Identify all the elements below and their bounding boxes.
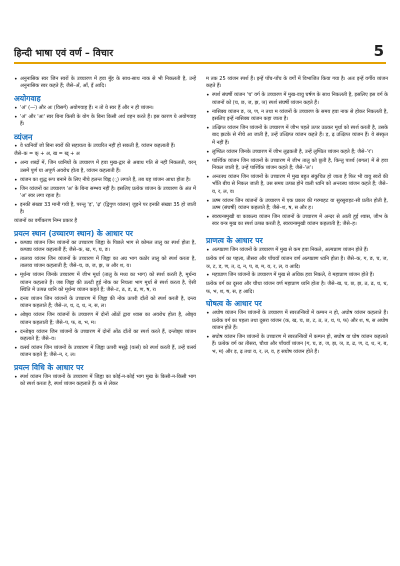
bullet-ayogvah-2: • 'अं' और 'अः' स्वर बिना किसी के योग के बिना किसी अर्थ वहन करते हैं। इस कारण ये अयोगवाह हैं। xyxy=(14,114,196,129)
page-number: 5 xyxy=(373,42,384,60)
bullet-murdhanya: • मूर्धन्य व्यंजन जिनके उच्चारण में जीभ मूर्धा (तालु के मध्य का भाग) को स्पर्श करती है, मूर्धन्य व्यंजन कहलाते हैं। जब जिह्वा की उलटी हुई नोक का निचला भाग मूर्धा से स्पर्श करता है, ऐसी स्थिति में उत्पन्न ध्वनि को मूर्धन्य व्यंजन कहते हैं; जैसे–ट, ठ, ड, ढ, ण, ष, र। xyxy=(14,272,196,294)
bullet-oshthya: • ओष्ठ्य व्यंजन जिन व्यंजनों के उच्चारण में दोनों ओंठों द्वारा श्वास का अवरोध होता है, ओष्ठ्य व्यंजन कहलाती हैं; जैसे–प, फ, ब, भ, म। xyxy=(14,312,196,327)
vyanjan-classification-note: व्यंजनों का वर्गीकरण निम्न प्रकार है xyxy=(14,218,78,225)
bullet-sparsh-sangharshi: • स्पर्श संघर्षी व्यंजन 'च' वर्ग के उच्चारण में मुख-वायु घर्षण के साथ निकलती है, इसलिए इस वर्ग के व्यंजनों को (च, छ, ज, झ, ञ) स्पर्श संघर्षी व्यंजन कहते हैं। xyxy=(206,92,388,107)
bullet-sparsh: • स्पर्श व्यंजन जिन व्यंजनों के उच्चारण में जिह्वा का कोई-न-कोई भाग मुख के किसी-न-किसी भाग को स्पर्श करता है, स्पर्श व्यंजन कहलाते हैं। क से लेकर xyxy=(14,374,196,389)
bullet-dantoshthya: • दन्तोष्ठ्य व्यंजन जिन व्यंजनों के उच्चारण में दोनों ओंठ दाँतों का स्पर्श करते हैं, दन्तोष्ठ्य व्यंजन कहलाते हैं; जैसे–व। xyxy=(14,329,196,344)
heading-ayogvah: अयोगवाह xyxy=(14,93,41,103)
alpapran-detail: प्रत्येक वर्ग का पहला, तीसरा और पाँचवाँ व्यंजन वर्ण अल्पप्राण ध्वनि होता है। जैसे–क, ग, ङ, च, ज, ञ, ट, ड, ण, त, द, न, प, ब, म, य, र, ल, व आदि। xyxy=(206,256,388,270)
bullet-saghosh: • सघोष व्यंजन जिन व्यंजनों के उच्चारण में स्वरतन्त्रियों में कम्पन हो, सघोष या घोष व्यंजन कहलाते हैं। प्रत्येक वर्ग का तीसरा, चौथा और पाँचवाँ व्यंजन (ग, घ, ङ, ज, झ, ञ, ड, ढ, ण, द, ध, न, ब, भ, म) और ड़, ढ़ तथा य, र, ल, व, ह सघोष व्यंजन होते हैं। xyxy=(206,334,388,356)
heading-vidhi: प्रयत्न विधि के आधार पर xyxy=(14,362,84,372)
spacer xyxy=(206,230,388,233)
page-header xyxy=(14,44,386,66)
bullet-mahapran: • महाप्राण जिन व्यंजनों के उच्चारण में मुख से अधिक हवा निकले, वे महाप्राण व्यंजन होते हैं। xyxy=(206,272,388,279)
bullet-alpapran: • अल्पप्राण जिन व्यंजनों के उच्चारण में मुख से कम हवा निकले, अल्पप्राण व्यंजन होते हैं। xyxy=(206,247,388,254)
bullet-talavya: • तालव्य व्यंजन जिन व्यंजनों के उच्चारण में जिह्वा का अग्र भाग कठोर तालु को स्पर्श करता है, तालव्य व्यंजन कहलाती हैं; जैसे–च, छ, ज, झ, ञ और श, य। xyxy=(14,256,196,271)
header-rule xyxy=(14,62,386,64)
bullet-aghosh: • अघोष व्यंजन जिन व्यंजनों के उच्चारण में स्वरतन्त्रियों में कम्पन न हो, अघोष व्यंजन कहलाते हैं। प्रत्येक वर्ग का पहला तथा दूसरा व्यंजन (क, ख, च, छ, ट, ठ, त, थ, प, फ) और श, ष, स अघोष व्यंजन होते हैं। xyxy=(206,310,388,332)
heading-sthan: प्रयत्न स्थान (उच्चारण स्थान) के आधार पर xyxy=(14,228,133,238)
bullet-antahsth: • अन्तःस्थ व्यंजन जिन व्यंजनों के उच्चारण में मुख बहुत संकुचित हो जाता है फिर भी वायु स्वरों की भाँति बीच से निकल जाती है, उस समय उत्पन्न होने वाली ध्वनि को अन्तःस्थ व्यंजन कहते हैं; जैसे–य, र, ल, व। xyxy=(206,174,388,196)
bullet-vyanjan-2: • अन्य शब्दों में, जिन ध्वनियों के उच्चारण में हवा मुख-द्वार से अबाध गति से नहीं निकलती, वरन् उसमें पूर्ण या अपूर्ण अवरोध होता है, व्यंजन कहलाती हैं। xyxy=(14,160,196,175)
continued-paragraph: म तक 25 व्यंजन स्पर्श हैं। इन्हें पाँच-पाँच के वर्गों में विभाजित किया गया है। अतः इन्हें वर्गीय व्यंजन कहते हैं। xyxy=(206,76,388,90)
mahapran-detail: प्रत्येक वर्ग का दूसरा और चौथा व्यंजन वर्ण महाप्राण ध्वनि होता है। जैसे–ख, घ, छ, झ, ठ, ढ, थ, ध, फ, भ, श, ष, स, ह आदि। xyxy=(206,281,388,295)
bullet-anunasik: • अनुनासिक स्वर जिन स्वरों के उच्चारण में हवा मुँह के साथ-साथ नाक से भी निकलती है, उन्हें अनुनासिक स्वर कहते हैं; जैसे–अँ, आँ, इँ आदि। xyxy=(14,76,196,91)
bullet-nasikya: • नासिक्य व्यंजन ङ, ञ, ण, न तथा म व्यंजनों के उच्चारण के समय हवा नाक से होकर निकलती है, इसलिए इन्हें नासिक्य व्यंजन कहा जाता है। xyxy=(206,109,388,124)
left-column xyxy=(14,76,196,390)
bullet-vyanjan-4: • जिन व्यंजनों का उच्चारण 'अ' के बिना सम्भव नहीं है। इसलिए प्रत्येक व्यंजन के उच्चारण के अंत में 'अ' स्वर लगा रहता है। xyxy=(14,186,196,201)
bullet-ayogvah-1: • 'अं' (—ं) और अः (विसर्ग) अयोगवाह हैं। न तो ये स्वर हैं और न ही व्यंजन। xyxy=(14,105,196,112)
bullet-swaryantramukhi: • स्वरयन्त्रमुखी या काकल्य व्यंजन जिन व्यंजनों के उच्चारण में अन्दर से आती हुई श्वास, जीभ के स्वर यन्त्र मुख का स्पर्श उत्पन्न करती है, स्वरयन्त्रमुखी व्यंजन कहलाती है; जैसे–ह। xyxy=(206,214,388,229)
heading-vyanjan: व्यंजन xyxy=(14,131,33,142)
bullet-utkshipt: • उत्क्षिप्त व्यंजन जिन व्यंजनों के उच्चारण में जीभ पहले ऊपर उठकर मूर्धा को स्पर्श करती है, उसके बाद झटके से नीचे आ जाती है, उन्हें उत्क्षिप्त व्यंजन कहते हैं। ड़, ढ़ उत्क्षिप्त व्यंजन हैं। ये संस्कृत में नहीं हैं। xyxy=(206,125,388,147)
right-column xyxy=(206,76,388,358)
chapter-title: हिन्दी भाषा एवं वर्ण – विचार xyxy=(14,48,114,59)
heading-ghosh: घोषत्व के आधार पर xyxy=(206,299,262,309)
bullet-lunthit: • लुण्ठित व्यंजन जिनके उच्चारण में जीभ लुढ़कती है, उन्हें लुण्ठित व्यंजन कहते हैं; जैसे–'र'। xyxy=(206,149,388,156)
heading-pran: प्राणत्व के आधार पर xyxy=(206,236,263,246)
bullet-kanthya: • कण्ठ्य व्यंजन जिन व्यंजनों का उच्चारण जिह्वा के पिछले भाग से कोमल तालु का स्पर्श होता है, कण्ठ्य व्यंजन कहलाती हैं; जैसे–क, ख, ग, घ, ङ। xyxy=(14,240,196,255)
bullet-vyanjan-3: • व्यंजन का शुद्ध रूप बनाने के लिए नीचे हलन्त चिह्न (्) लगाते हैं, तब यह व्यंजन आधा होता है। xyxy=(14,177,196,184)
bullet-vartsya: • वर्त्स्य व्यंजन जिन व्यंजनों के उच्चारण में जिह्वा ऊपरी मसूढ़े (वर्त्स) को स्पर्श करती हैं, उन्हें वर्त्स्य व्यंजन कहते हैं; जैसे–न, र, ल। xyxy=(14,345,196,360)
bullet-dantya: • दन्त्य व्यंजन जिन व्यंजनों के उच्चारण में जिह्वा की नोक ऊपरी दाँतों को स्पर्श करती है, दन्त्य व्यंजन कहलाते हैं; जैसे–त, थ, द, ध, न, स, ल। xyxy=(14,296,196,311)
bullet-vyanjan-5: • इनकी संख्या 33 मानी गयी है, परन्तु 'ड़', 'ढ़' (द्विगुण व्यंजन) जुड़ने पर इनकी संख्या 35 हो जाती है। xyxy=(14,202,196,217)
bullet-ushm: • ऊष्म व्यंजन जिन व्यंजनों के उच्चारण में एक प्रकार की गरमाहट या सुरसुराहट-सी प्रतीत होती है, ऊष्म (संघर्षी) व्यंजन कहलाते हैं; जैसे–श, ष, स और ह। xyxy=(206,198,388,213)
bullet-parshvik: • पार्श्विक व्यंजन जिन व्यंजनों के उच्चारण में जीभ तालु को छूती है, किन्तु पार्श्व (बगल) में से हवा निकल जाती है, उन्हें पार्श्विक व्यंजन कहते हैं; जैसे–'ल'। xyxy=(206,158,388,173)
bullet-vyanjan-1: • वे ध्वनियाँ जो बिना स्वरों की सहायता के उच्चरित नहीं हो सकती हैं, व्यंजन कहलाती हैं। xyxy=(14,143,196,150)
vyanjan-example: जैसे–क = क् + अ, ख = ख् + अ xyxy=(14,151,80,158)
